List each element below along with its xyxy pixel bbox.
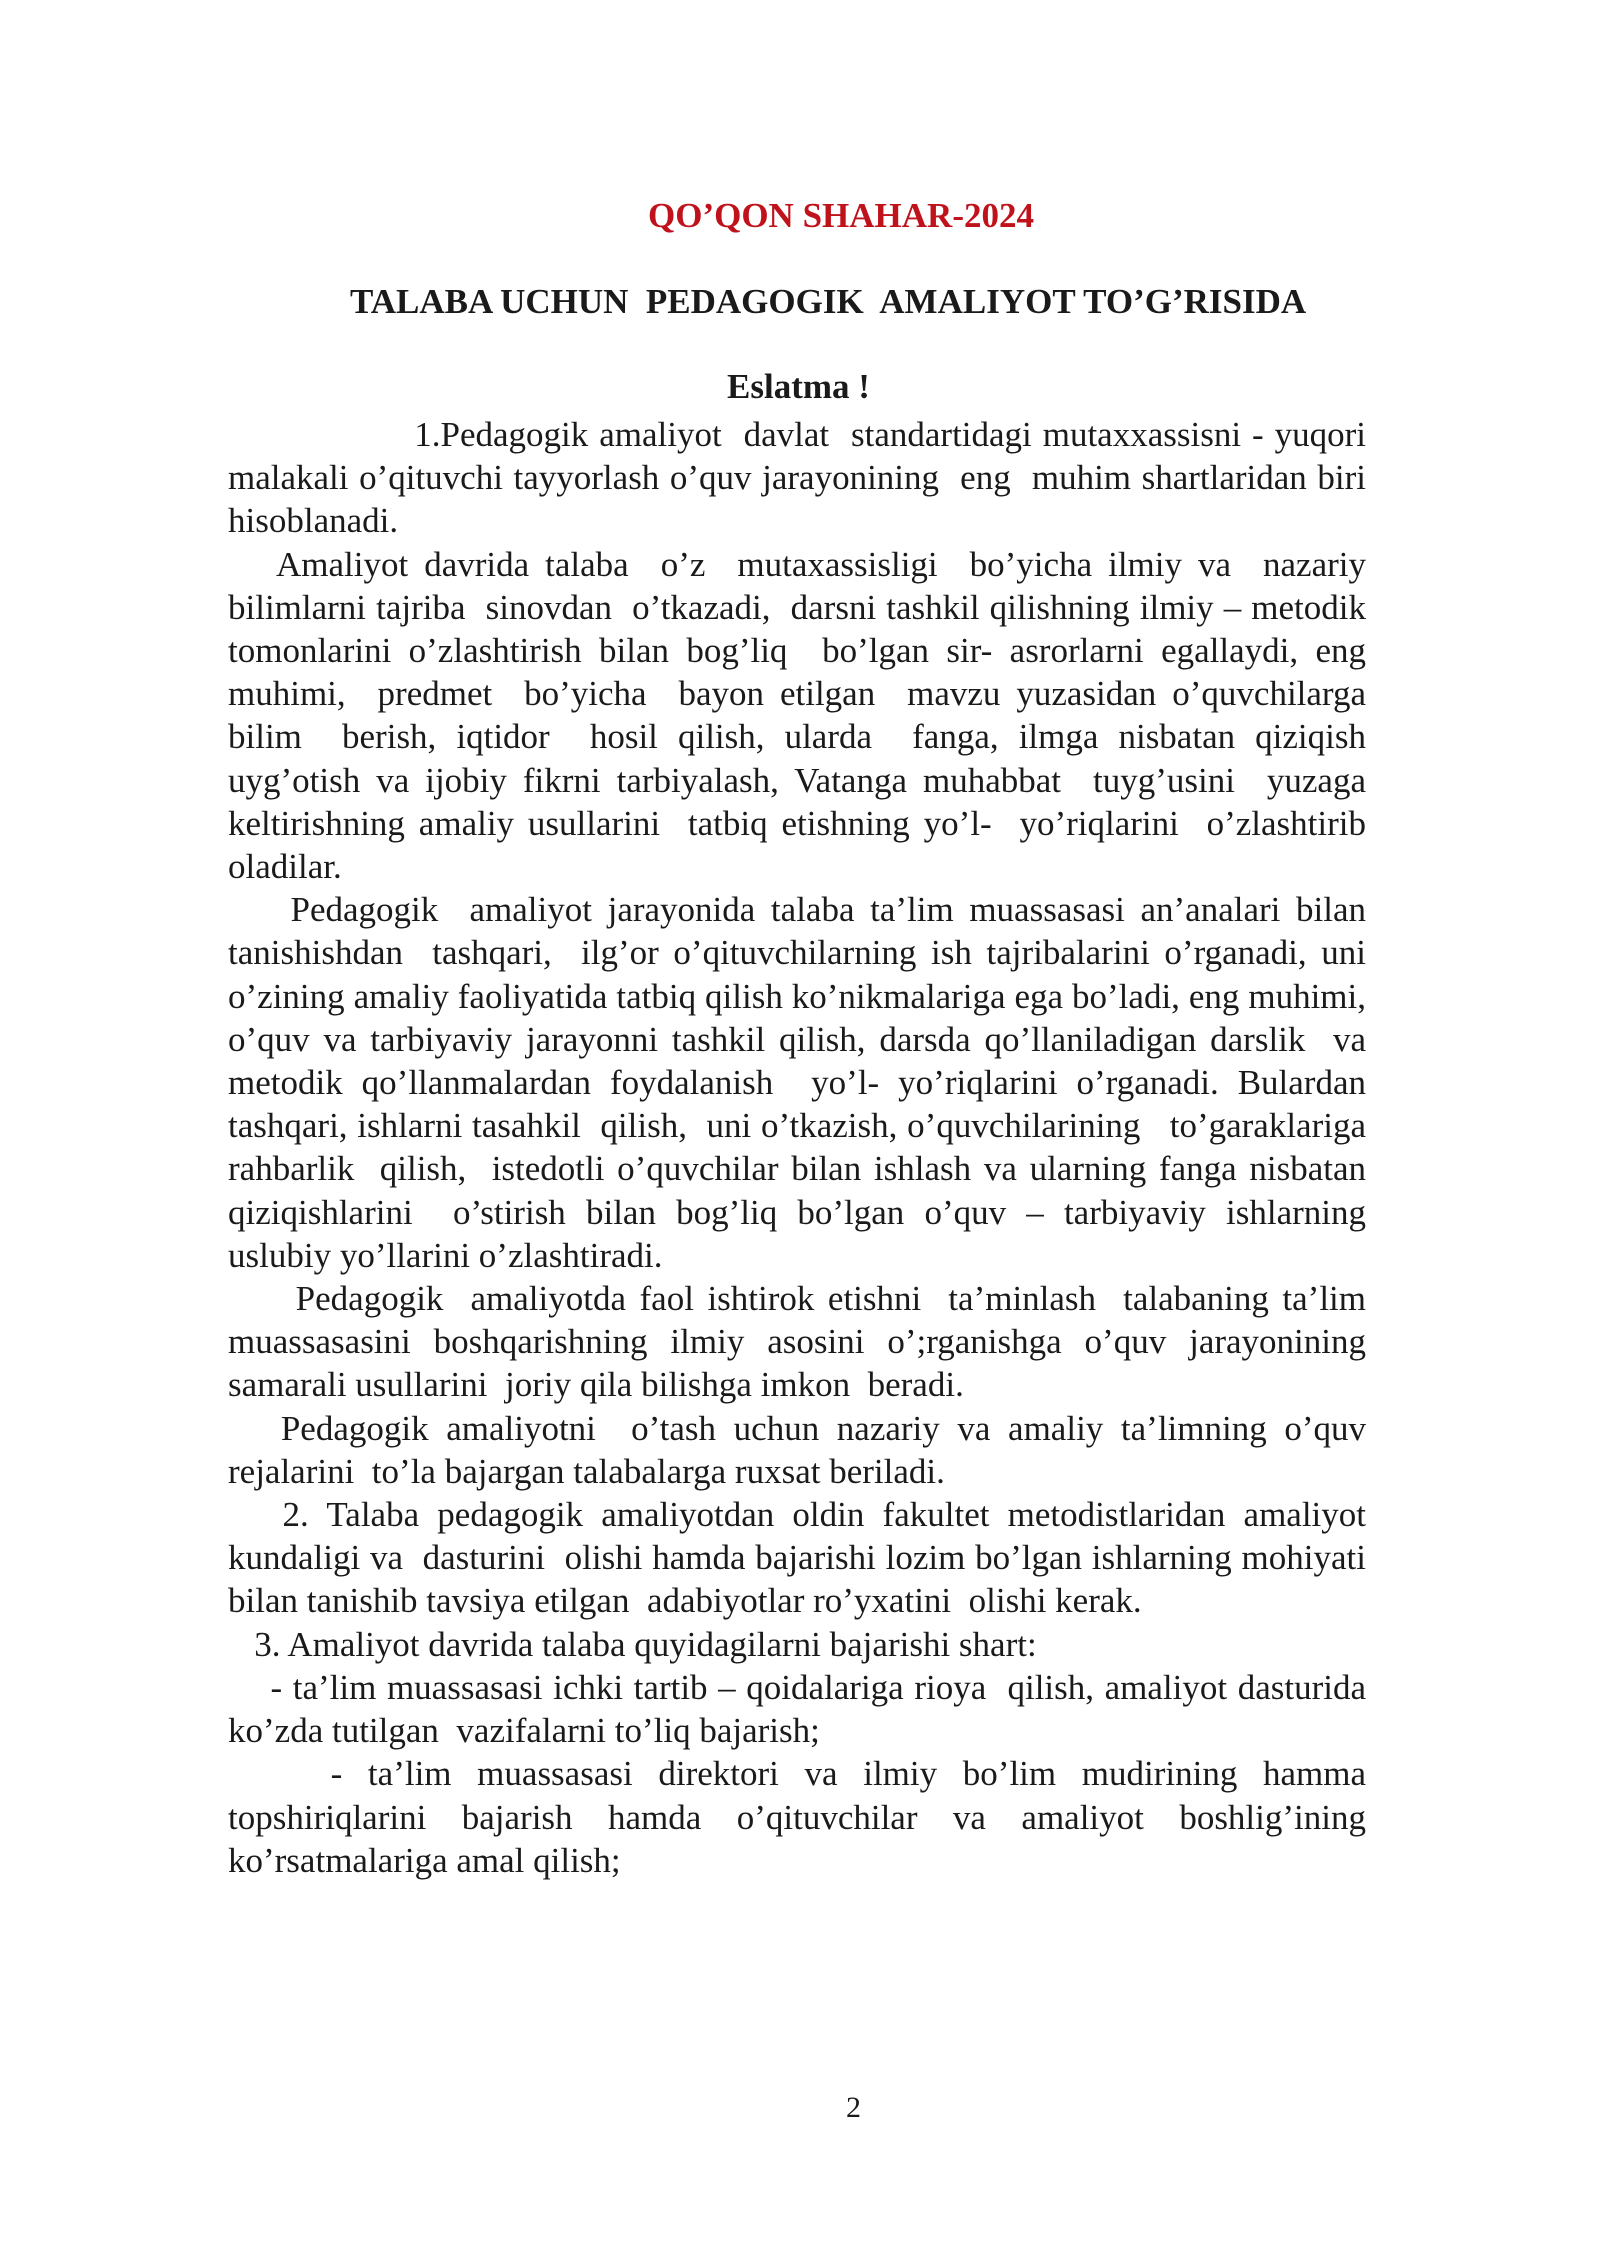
paragraph-8: - ta’lim muassasasi ichki tartib – qoidalariga rioya qilish, amaliyot dasturida ko’zda tutilgan vazifalarni to’liq bajarish;: [228, 1667, 1375, 1751]
city-year-heading: QO’QON SHAHAR-2024: [648, 196, 1034, 235]
paragraph-4: Pedagogik amaliyotda faol ishtirok etishni ta’minlash talabaning ta’lim muassasasini boshqarishning ilmiy asosini o’;rganishga o’quv jarayonining samarali usullarini joriy qila bilishga imkon beradi.: [228, 1279, 1384, 1405]
paragraph-6: 2. Talaba pedagogik amaliyotdan oldin fakultet metodistlaridan amaliyot kundaligi va dasturini olishi hamda bajarishi lozim bo’lgan ishlarning mohiyati bilan tanishib tavsiya etilgan adabiyotlar ro’yxatini olishi kerak.: [228, 1495, 1384, 1621]
paragraph-1: 1.Pedagogik amaliyot davlat standartidagi mutaxxassisni - yuqori malakali o’qituvchi tayyorlash o’quv jarayonining eng muhim shartlaridan biri hisoblanadi.: [228, 415, 1375, 541]
paragraph-2: Amaliyot davrida talaba o’z mutaxassisligi bo’yicha ilmiy va nazariy bilimlarni tajriba sinovdan o’tkazadi, darsni tashkil qilishning ilmiy – metodik tomonlarini o’zlashtirish bilan bog’liq bo’lgan sir- asrorlarni egallaydi, eng muhimi, predmet bo’yicha bayon etilgan mavzu yuzasidan o’quvchilarga bilim berish, iqtidor hosil qilish, ularda fanga, ilmga nisbatan qiziqish uyg’otish va ijobiy fikrni tarbiyalash, Vatanga muhabbat tuyg’usini yuzaga keltirishning amaliy usullarini tatbiq etishning yo’l- yo’riqlarini o’zlashtirib oladilar.: [228, 544, 1384, 887]
paragraph-7: 3. Amaliyot davrida talaba quyidagilarni bajarishi shart:: [228, 1624, 1037, 1664]
paragraph-9: - ta’lim muassasasi direktori va ilmiy bo’lim mudirining hamma topshiriqlarini bajarish hamda o’qituvchilar va amaliyot boshlig’ining ko’rsatmalariga amal qilish;: [228, 1754, 1375, 1880]
paragraph-5: Pedagogik amaliyotni o’tash uchun nazariy va amaliy ta’limning o’quv rejalarini to’la bajargan talabalarga ruxsat beriladi.: [228, 1408, 1375, 1491]
document-title: TALABA UCHUN PEDAGOGIK AMALIYOT TO’G’RISIDA: [350, 282, 1307, 321]
paragraph-3: Pedagogik amaliyot jarayonida talaba ta’lim muassasasi an’analari bilan tanishishdan tashqari, ilg’or o’qituvchilarning ish tajribalarini o’rganadi, uni o’zining amaliy faoliyatida tatbiq qilish ko’nikmalariga ega bo’ladi, eng muhimi, o’quv va tarbiyaviy jarayonni tashkil qilish, darsda qo’llaniladigan darslik va metodik qo’llanmalardan foydalanish yo’l- yo’riqlarini o’rganadi. Bulardan tashqari, ishlarni tasahkil qilish, uni o’tkazish, o’quvchilarining to’garaklariga rahbarlik qilish, istedotli o’quvchilar bilan ishlash va ularning fanga nisbatan qiziqishlarini o’stirish bilan bog’liq bo’lgan o’quv – tarbiyaviy ishlarning uslubiy yo’llarini o’zlashtiradi.: [228, 890, 1384, 1275]
body-text: [228, 413, 1384, 1882]
note-heading: Eslatma !: [727, 367, 870, 406]
page-number: 2: [846, 2091, 861, 2124]
